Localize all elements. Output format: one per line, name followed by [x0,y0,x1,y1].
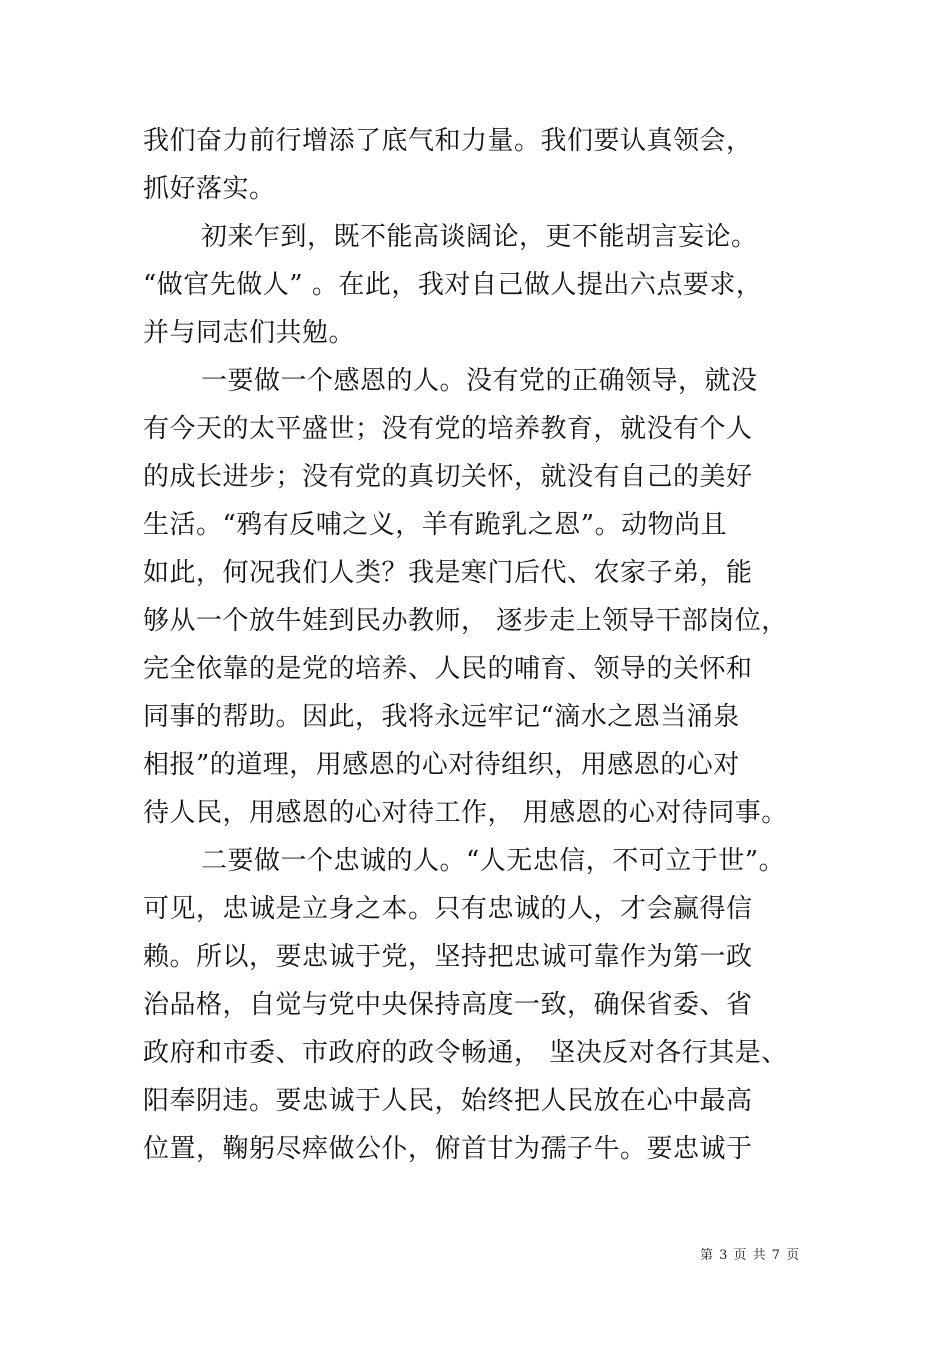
text-line-20: 政府和市委、市政府的政令畅通， 坚决反对各行其是、 [143,1038,788,1068]
text-line-18: 赖。所以，要忠诚于党，坚持把忠诚可靠作为第一政 [143,942,753,972]
body-text [143,117,823,1173]
text-line-2: 抓好落实。 [143,174,276,204]
page-number-footer: 第 3 页 共 7 页 [700,1248,801,1263]
text-line-4: “做官先做人” 。在此，我对自己做人提出六点要求， [143,270,763,300]
text-line-7: 有今天的太平盛世；没有党的培养教育，就没有个人 [143,414,753,444]
text-line-3: 初来乍到，既不能高谈阔论，更不能胡言妄论。 [201,222,758,252]
text-line-14: 相报”的道理，用感恩的心对待组织，用感恩的心对 [143,750,740,780]
text-line-1: 我们奋力前行增添了底气和力量。我们要认真领会， [143,126,753,156]
text-line-5: 并与同志们共勉。 [143,318,356,348]
text-line-16: 二要做一个忠诚的人。“人无忠信，不可立于世”。 [201,846,786,876]
text-line-15: 待人民，用感恩的心对待工作， 用感恩的心对待同事。 [143,798,788,828]
text-line-9: 生活。“鸦有反哺之义，羊有跪乳之恩”。动物尚且 [143,510,728,540]
text-line-6: 一要做一个感恩的人。没有党的正确领导，就没 [201,366,758,396]
text-line-13: 同事的帮助。因此，我将永远牢记“滴水之恩当涌泉 [143,702,740,732]
text-line-12: 完全依靠的是党的培养、人民的哺育、领导的关怀和 [143,654,753,684]
text-line-11: 够从一个放牛娃到民办教师， 逐步走上领导干部岗位， [143,606,788,636]
text-line-19: 治品格，自觉与党中央保持高度一致，确保省委、省 [143,990,753,1020]
text-line-22: 位置，鞠躬尽瘁做公仆，俯首甘为孺子牛。要忠诚于 [143,1134,753,1164]
text-line-21: 阳奉阴违。要忠诚于人民，始终把人民放在心中最高 [143,1086,753,1116]
text-line-10: 如此，何况我们人类？我是寒门后代、农家子弟，能 [143,558,753,588]
text-line-17: 可见，忠诚是立身之本。只有忠诚的人，才会赢得信 [143,894,753,924]
text-line-8: 的成长进步；没有党的真切关怀，就没有自己的美好 [143,462,753,492]
